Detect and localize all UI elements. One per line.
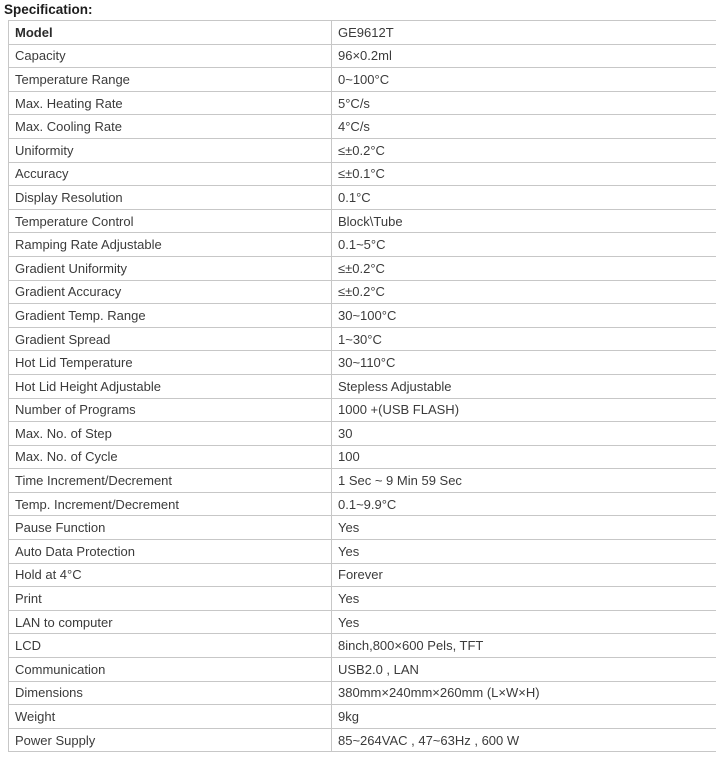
spec-label: Auto Data Protection [9,540,332,564]
table-row [9,68,716,92]
spec-value: Stepless Adjustable [332,374,716,398]
spec-value: GE9612T [332,21,716,45]
spec-value: 85~264VAC , 47~63Hz , 600 W [332,728,716,752]
table-row [9,351,716,375]
spec-label: Temperature Range [9,68,332,92]
spec-value: 4°C/s [332,115,716,139]
spec-label: Display Resolution [9,186,332,210]
spec-label: Temp. Increment/Decrement [9,492,332,516]
spec-label: Uniformity [9,138,332,162]
table-row [9,422,716,446]
spec-label: Communication [9,658,332,682]
table-row [9,374,716,398]
spec-value: 30~100°C [332,304,716,328]
spec-value: 1 Sec ~ 9 Min 59 Sec [332,469,716,493]
spec-value: ≤±0.2°C [332,256,716,280]
spec-value: ≤±0.1°C [332,162,716,186]
table-row [9,233,716,257]
spec-label: Time Increment/Decrement [9,469,332,493]
spec-value: 380mm×240mm×260mm (L×W×H) [332,681,716,705]
table-row [9,563,716,587]
spec-table-body [9,21,716,752]
spec-label: Weight [9,705,332,729]
spec-value: ≤±0.2°C [332,138,716,162]
spec-label: Max. No. of Cycle [9,445,332,469]
table-row [9,610,716,634]
spec-label: Max. No. of Step [9,422,332,446]
spec-label: LCD [9,634,332,658]
spec-label: Power Supply [9,728,332,752]
spec-label: LAN to computer [9,610,332,634]
spec-value: 8inch,800×600 Pels, TFT [332,634,716,658]
spec-label: Max. Cooling Rate [9,115,332,139]
spec-label: Dimensions [9,681,332,705]
spec-value: 0~100°C [332,68,716,92]
spec-label: Gradient Accuracy [9,280,332,304]
spec-value: Forever [332,563,716,587]
spec-label: Hot Lid Height Adjustable [9,374,332,398]
page-title: Specification: [4,2,93,17]
table-row [9,445,716,469]
spec-value: Yes [332,610,716,634]
table-row [9,327,716,351]
table-row [9,256,716,280]
table-row [9,162,716,186]
spec-value: ≤±0.2°C [332,280,716,304]
spec-label: Gradient Spread [9,327,332,351]
table-row [9,115,716,139]
table-row [9,469,716,493]
spec-label: Gradient Uniformity [9,256,332,280]
spec-label: Ramping Rate Adjustable [9,233,332,257]
table-row [9,280,716,304]
table-row [9,492,716,516]
table-row [9,186,716,210]
spec-label: Hot Lid Temperature [9,351,332,375]
table-row [9,587,716,611]
table-row [9,728,716,752]
table-row [9,681,716,705]
spec-value: Yes [332,587,716,611]
spec-value: 30~110°C [332,351,716,375]
spec-value: USB2.0 , LAN [332,658,716,682]
spec-value: Yes [332,540,716,564]
spec-label: Print [9,587,332,611]
table-row [9,304,716,328]
spec-label: Number of Programs [9,398,332,422]
table-row [9,138,716,162]
spec-label: Temperature Control [9,209,332,233]
spec-value: 96×0.2ml [332,44,716,68]
spec-label: Pause Function [9,516,332,540]
spec-value: Yes [332,516,716,540]
spec-label: Model [9,21,332,45]
spec-label: Accuracy [9,162,332,186]
table-row [9,209,716,233]
spec-value: 0.1°C [332,186,716,210]
spec-label: Max. Heating Rate [9,91,332,115]
spec-label: Capacity [9,44,332,68]
spec-table [8,20,716,752]
table-row [9,634,716,658]
spec-value: 5°C/s [332,91,716,115]
table-row [9,705,716,729]
table-row [9,21,716,45]
spec-label: Gradient Temp. Range [9,304,332,328]
table-row [9,91,716,115]
spec-value: Block\Tube [332,209,716,233]
spec-value: 0.1~5°C [332,233,716,257]
table-row [9,398,716,422]
table-row [9,658,716,682]
spec-value: 30 [332,422,716,446]
table-row [9,540,716,564]
spec-label: Hold at 4°C [9,563,332,587]
spec-value: 100 [332,445,716,469]
spec-value: 9kg [332,705,716,729]
table-row [9,516,716,540]
spec-value: 1~30°C [332,327,716,351]
spec-value: 1000 +(USB FLASH) [332,398,716,422]
spec-value: 0.1~9.9°C [332,492,716,516]
table-row [9,44,716,68]
